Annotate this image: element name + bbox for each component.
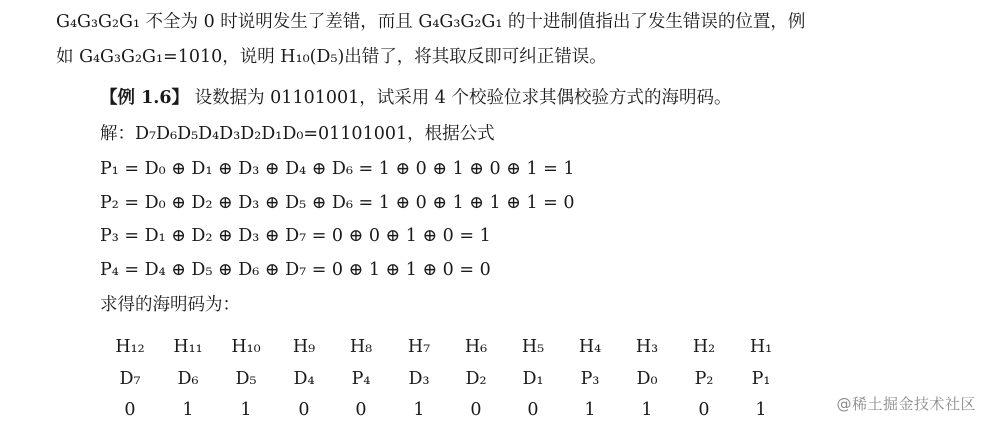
example-label: 【例 1.6】: [100, 88, 190, 108]
table-header-cell: H₈: [349, 337, 373, 357]
table-mapping-cell: D₅: [235, 369, 257, 389]
table-header-cell: H₄: [578, 337, 602, 357]
table-mapping-cell: D₄: [293, 369, 315, 389]
table-mapping-cell: D₁: [522, 369, 544, 389]
table-value-cell: 0: [355, 400, 367, 420]
table-mapping-cell: D₂: [465, 369, 487, 389]
paragraph-line-2: [56, 49, 607, 67]
formula-p1: [100, 161, 575, 179]
table-mapping-cell: D₀: [636, 369, 658, 389]
table-mapping-cell: P₁: [751, 369, 771, 389]
table-header-cell: H₅: [521, 337, 545, 357]
table-header-cell: H₆: [464, 337, 488, 357]
table-value-cell: 1: [755, 400, 767, 420]
result-text: 求得的海明码为：: [100, 295, 240, 315]
formula-p4-text: P₄ = D₄ ⊕ D₅ ⊕ D₆ ⊕ D₇ = 0 ⊕ 1 ⊕ 1 ⊕ 0 = 0: [100, 260, 491, 280]
table-header-cell: H₃: [635, 337, 659, 357]
table-value-cell: 1: [641, 400, 653, 420]
table-value-cell: 0: [124, 400, 136, 420]
table-value-cell: 0: [470, 400, 482, 420]
table-header-cell: H₇: [407, 337, 431, 357]
example-heading: [100, 90, 732, 108]
table-mapping-cell: D₇: [119, 369, 141, 389]
table-mapping-cell: P₃: [580, 369, 600, 389]
table-header-cell: H₂: [692, 337, 716, 357]
formula-p3-text: P₃ = D₁ ⊕ D₂ ⊕ D₃ ⊕ D₇ = 0 ⊕ 0 ⊕ 1 ⊕ 0 = 1: [100, 226, 491, 246]
table-value-cell: 0: [698, 400, 710, 420]
watermark-text: @稀土掘金技术社区: [836, 395, 976, 413]
table-value-cell: 1: [240, 400, 252, 420]
table-header-cell: H₁₀: [231, 337, 261, 357]
formula-p1-text: P₁ = D₀ ⊕ D₁ ⊕ D₃ ⊕ D₄ ⊕ D₆ = 1 ⊕ 0 ⊕ 1 ⊕ 0 ⊕ 1 = 1: [100, 159, 575, 179]
solution-line: [100, 126, 495, 144]
table-mapping-cell: P₄: [351, 369, 371, 389]
result-line: [100, 297, 240, 315]
solution-text: 解：D₇D₆D₅D₄D₃D₂D₁D₀=01101001，根据公式: [100, 124, 495, 144]
table-header-cell: H₁₁: [173, 337, 203, 357]
table-value-cell: 1: [584, 400, 596, 420]
paragraph-line-2-text: 如 G₄G₃G₂G₁=1010，说明 H₁₀(D₅)出错了，将其取反即可纠正错误。: [56, 47, 607, 67]
table-value-cell: 1: [182, 400, 194, 420]
table-header-cell: H₉: [292, 337, 316, 357]
table-header-cell: H₁₂: [115, 337, 145, 357]
table-value-cell: 0: [527, 400, 539, 420]
formula-p2-text: P₂ = D₀ ⊕ D₂ ⊕ D₃ ⊕ D₅ ⊕ D₆ = 1 ⊕ 0 ⊕ 1 ⊕ 1 ⊕ 1 = 0: [100, 193, 575, 213]
example-body: 设数据为 01101001，试采用 4 个校验位求其偶校验方式的海明码。: [189, 88, 732, 108]
table-value-cell: 1: [413, 400, 425, 420]
paragraph-line-1-text: G₄G₃G₂G₁ 不全为 0 时说明发生了差错，而且 G₄G₃G₂G₁ 的十进制值指出了发生错误的位置，例: [56, 12, 806, 32]
table-mapping-cell: D₆: [177, 369, 199, 389]
table-value-cell: 0: [298, 400, 310, 420]
formula-p3: [100, 228, 491, 246]
paragraph-line-1: [56, 14, 805, 32]
table-header-cell: H₁: [749, 337, 773, 357]
formula-p2: [100, 195, 575, 213]
formula-p4: [100, 262, 491, 280]
table-mapping-cell: P₂: [694, 369, 714, 389]
table-mapping-cell: D₃: [408, 369, 430, 389]
